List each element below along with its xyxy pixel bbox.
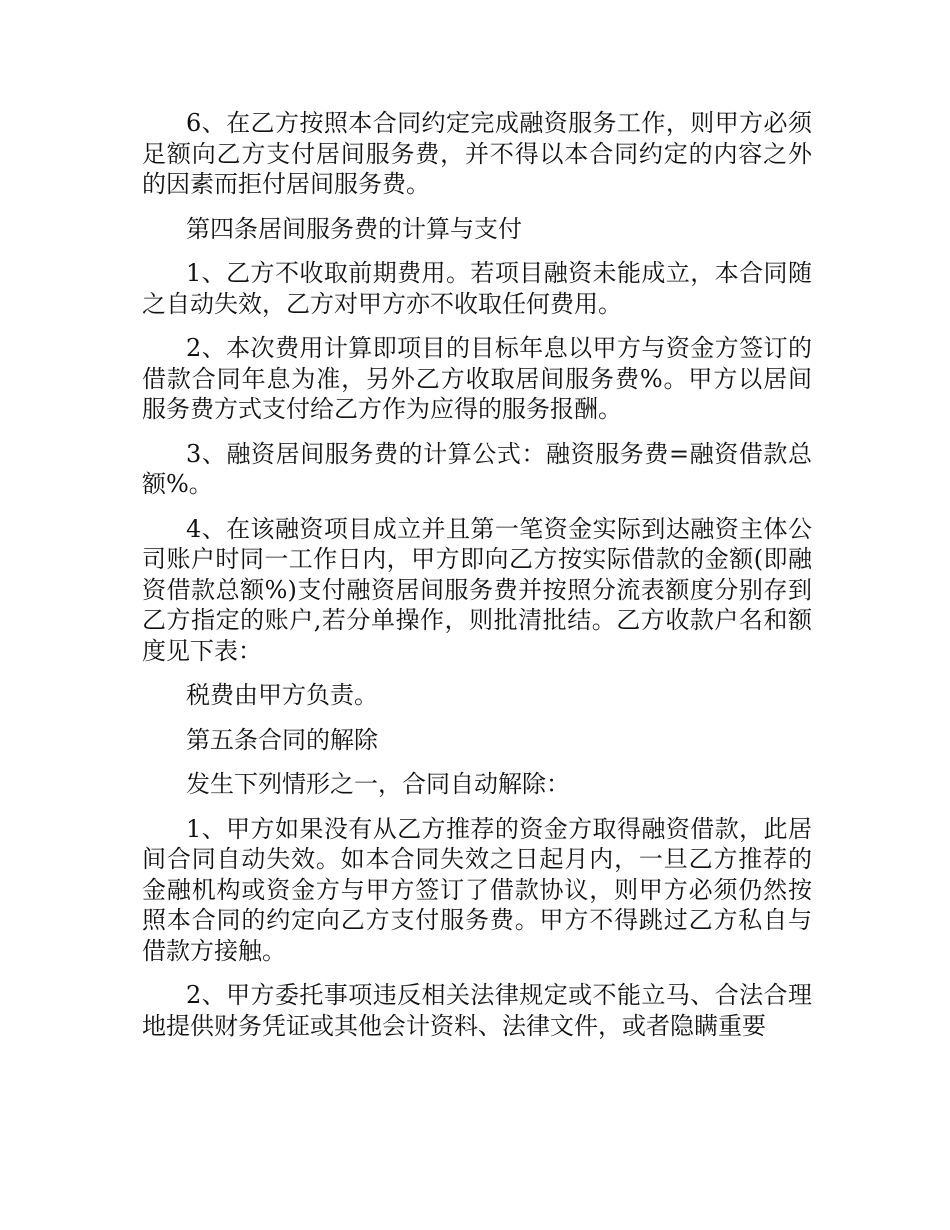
termination-clause-2-paragraph: 2、甲方委托事项违反相关法律规定或不能立马、合法合理地提供财务凭证或其他会计资料、法律文件，或者隐瞒重要 xyxy=(142,981,812,1040)
termination-intro-paragraph: 发生下列情形之一，合同自动解除： xyxy=(186,770,570,798)
termination-clause-1-paragraph: 1、甲方如果没有从乙方推荐的资金方取得融资借款，此居间合同自动失效。如本合同失效之日起月内，一旦乙方推荐的金融机构或资金方与甲方签订了借款协议，则甲方必须仍然按照本合同的约定向乙方支付服务费。甲方不得跳过乙方私自与借款方接触。 xyxy=(142,814,812,965)
clause-2-paragraph: 2、本次费用计算即项目的目标年息以甲方与资金方签订的借款合同年息为准，另外乙方收取居间服务费%。甲方以居间服务费方式支付给乙方作为应得的服务报酬。 xyxy=(142,334,812,423)
clause-4-paragraph: 4、在该融资项目成立并且第一笔资金实际到达融资主体公司账户时同一工作日内，甲方即向乙方按实际借款的金额(即融资借款总额%)支付融资居间服务费并按照分流表额度分别存到乙方指定的账户,若分单操作，则批清批结。乙方收款户名和额度见下表： xyxy=(142,514,812,665)
tax-note-paragraph: 税费由甲方负责。 xyxy=(186,681,378,709)
document-body xyxy=(142,108,812,1055)
clause-3-paragraph: 3、融资居间服务费的计算公式：融资服务费=融资借款总额%。 xyxy=(142,439,812,498)
article-5-heading: 第五条合同的解除 xyxy=(186,725,378,754)
clause-1-paragraph: 1、乙方不收取前期费用。若项目融资未能成立，本合同随之自动失效，乙方对甲方亦不收取任何费用。 xyxy=(142,259,812,318)
clause-6-paragraph: 6、在乙方按照本合同约定完成融资服务工作，则甲方必须足额向乙方支付居间服务费，并不得以本合同约定的内容之外的因素而拒付居间服务费。 xyxy=(142,109,812,198)
article-4-heading: 第四条居间服务费的计算与支付 xyxy=(186,214,522,243)
